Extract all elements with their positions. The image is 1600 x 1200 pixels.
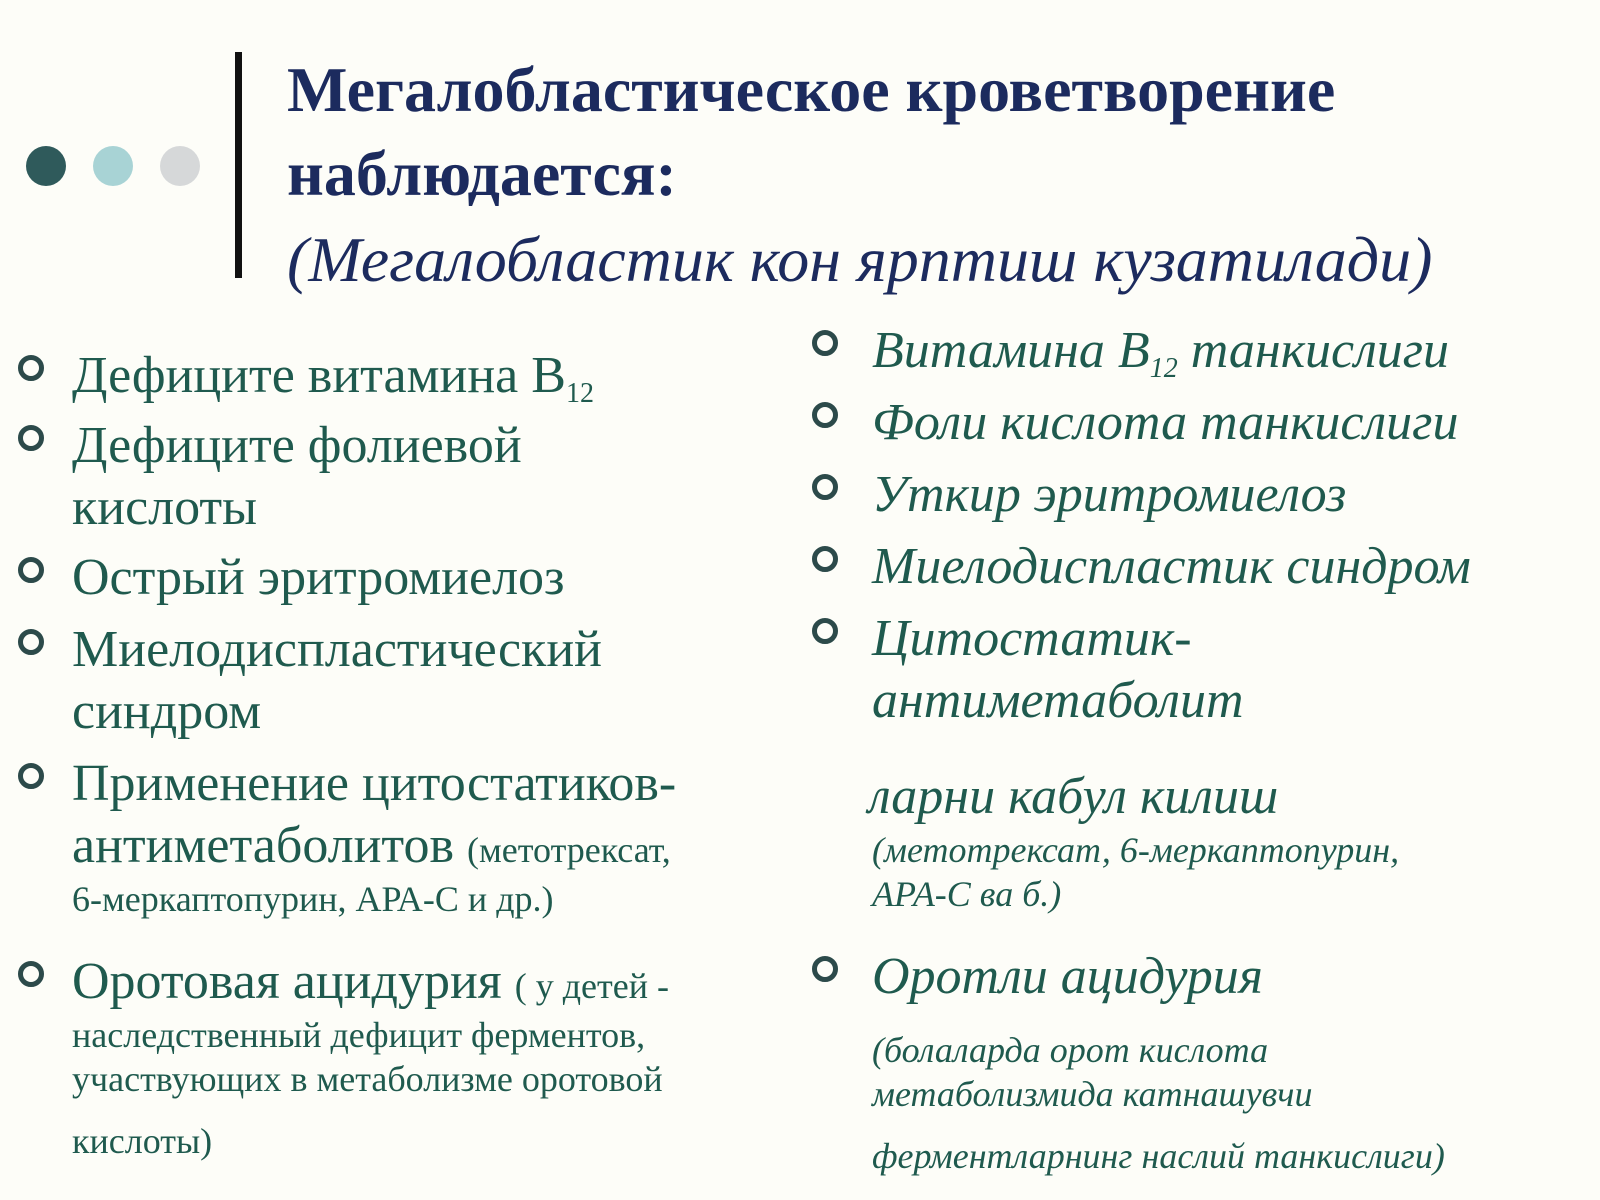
- item-note: кислоты): [72, 1121, 213, 1161]
- title-line-1: Мегалобластическое кроветворение: [287, 54, 1336, 125]
- circle-bullet-icon: [812, 956, 838, 982]
- circle-bullet-icon: [812, 618, 838, 644]
- item-note: участвующих в метаболизме оротовой: [72, 1059, 663, 1099]
- circle-bullet-icon: [18, 425, 44, 451]
- list-item: [812, 608, 1592, 916]
- circle-bullet-icon: [18, 355, 44, 381]
- circle-bullet-icon: [812, 546, 838, 572]
- list-item: [18, 345, 778, 407]
- title-line-3: (Мегалобластик кон ярптиш кузатилади): [287, 224, 1433, 295]
- item-note: (метотрексат,: [467, 830, 671, 870]
- item-note: наследственный дефицит ферментов,: [72, 1015, 646, 1055]
- item-note: (метотрексат, 6-меркаптопурин,: [872, 830, 1400, 870]
- right-bullet-list: [812, 320, 1592, 1178]
- item-text: танкислиги: [1177, 322, 1450, 379]
- item-note: (болаларда орот кислота: [872, 1030, 1269, 1070]
- item-text: Дефиците фолиевой: [72, 417, 522, 474]
- item-text: кислоты: [72, 479, 258, 536]
- list-item: [18, 753, 778, 921]
- item-text: Острый эритромиелоз: [72, 549, 565, 606]
- item-note: метаболизмида катнашувчи: [872, 1074, 1313, 1114]
- circle-bullet-icon: [18, 557, 44, 583]
- list-item: [18, 951, 778, 1163]
- item-note: 6-меркаптопурин, АРА-С и др.): [72, 879, 554, 919]
- item-text: Оротли ацидурия: [872, 948, 1263, 1005]
- item-text: антиметаболитов: [72, 817, 455, 874]
- list-item: [18, 619, 778, 743]
- item-note: ( у детей -: [514, 966, 669, 1006]
- list-item: [812, 392, 1592, 454]
- list-item: [812, 536, 1592, 598]
- circle-bullet-icon: [812, 330, 838, 356]
- left-bullet-list: [18, 345, 778, 1163]
- item-text: Оротовая ацидурия: [72, 953, 502, 1010]
- item-text: синдром: [72, 683, 262, 740]
- item-text: Фоли кислота танкислиги: [872, 394, 1459, 451]
- item-text: ларни кабул килиш: [868, 768, 1279, 825]
- circle-bullet-icon: [18, 629, 44, 655]
- item-text: Уткир эритромиелоз: [872, 466, 1347, 523]
- item-text: Применение цитостатиков-: [72, 755, 677, 812]
- dark-teal-dot-icon: [26, 146, 66, 186]
- item-text: Миелодиспластик синдром: [872, 538, 1471, 595]
- item-text: Миелодиспластический: [72, 621, 602, 678]
- list-item: [18, 547, 778, 609]
- circle-bullet-icon: [812, 474, 838, 500]
- circle-bullet-icon: [18, 763, 44, 789]
- item-text: Дефиците витамина B: [72, 347, 566, 404]
- item-subscript: 12: [1149, 353, 1178, 384]
- item-note: АРА-С ва б.): [872, 874, 1062, 914]
- title-line-2: наблюдается:: [287, 138, 677, 209]
- gray-dot-icon: [160, 146, 200, 186]
- light-teal-dot-icon: [93, 146, 133, 186]
- list-item: [18, 415, 778, 539]
- slide-title: [287, 48, 1587, 302]
- item-text: антиметаболит: [872, 672, 1244, 729]
- item-subscript: 12: [565, 378, 594, 409]
- circle-bullet-icon: [812, 402, 838, 428]
- item-text: Витамина B: [872, 322, 1150, 379]
- item-text: Цитостатик-: [872, 610, 1192, 667]
- list-item: [812, 464, 1592, 526]
- list-item: [812, 946, 1592, 1178]
- circle-bullet-icon: [18, 961, 44, 987]
- item-note: ферментларнинг наслий танкислиги): [872, 1136, 1445, 1176]
- list-item: [812, 320, 1592, 382]
- title-divider: [235, 52, 242, 278]
